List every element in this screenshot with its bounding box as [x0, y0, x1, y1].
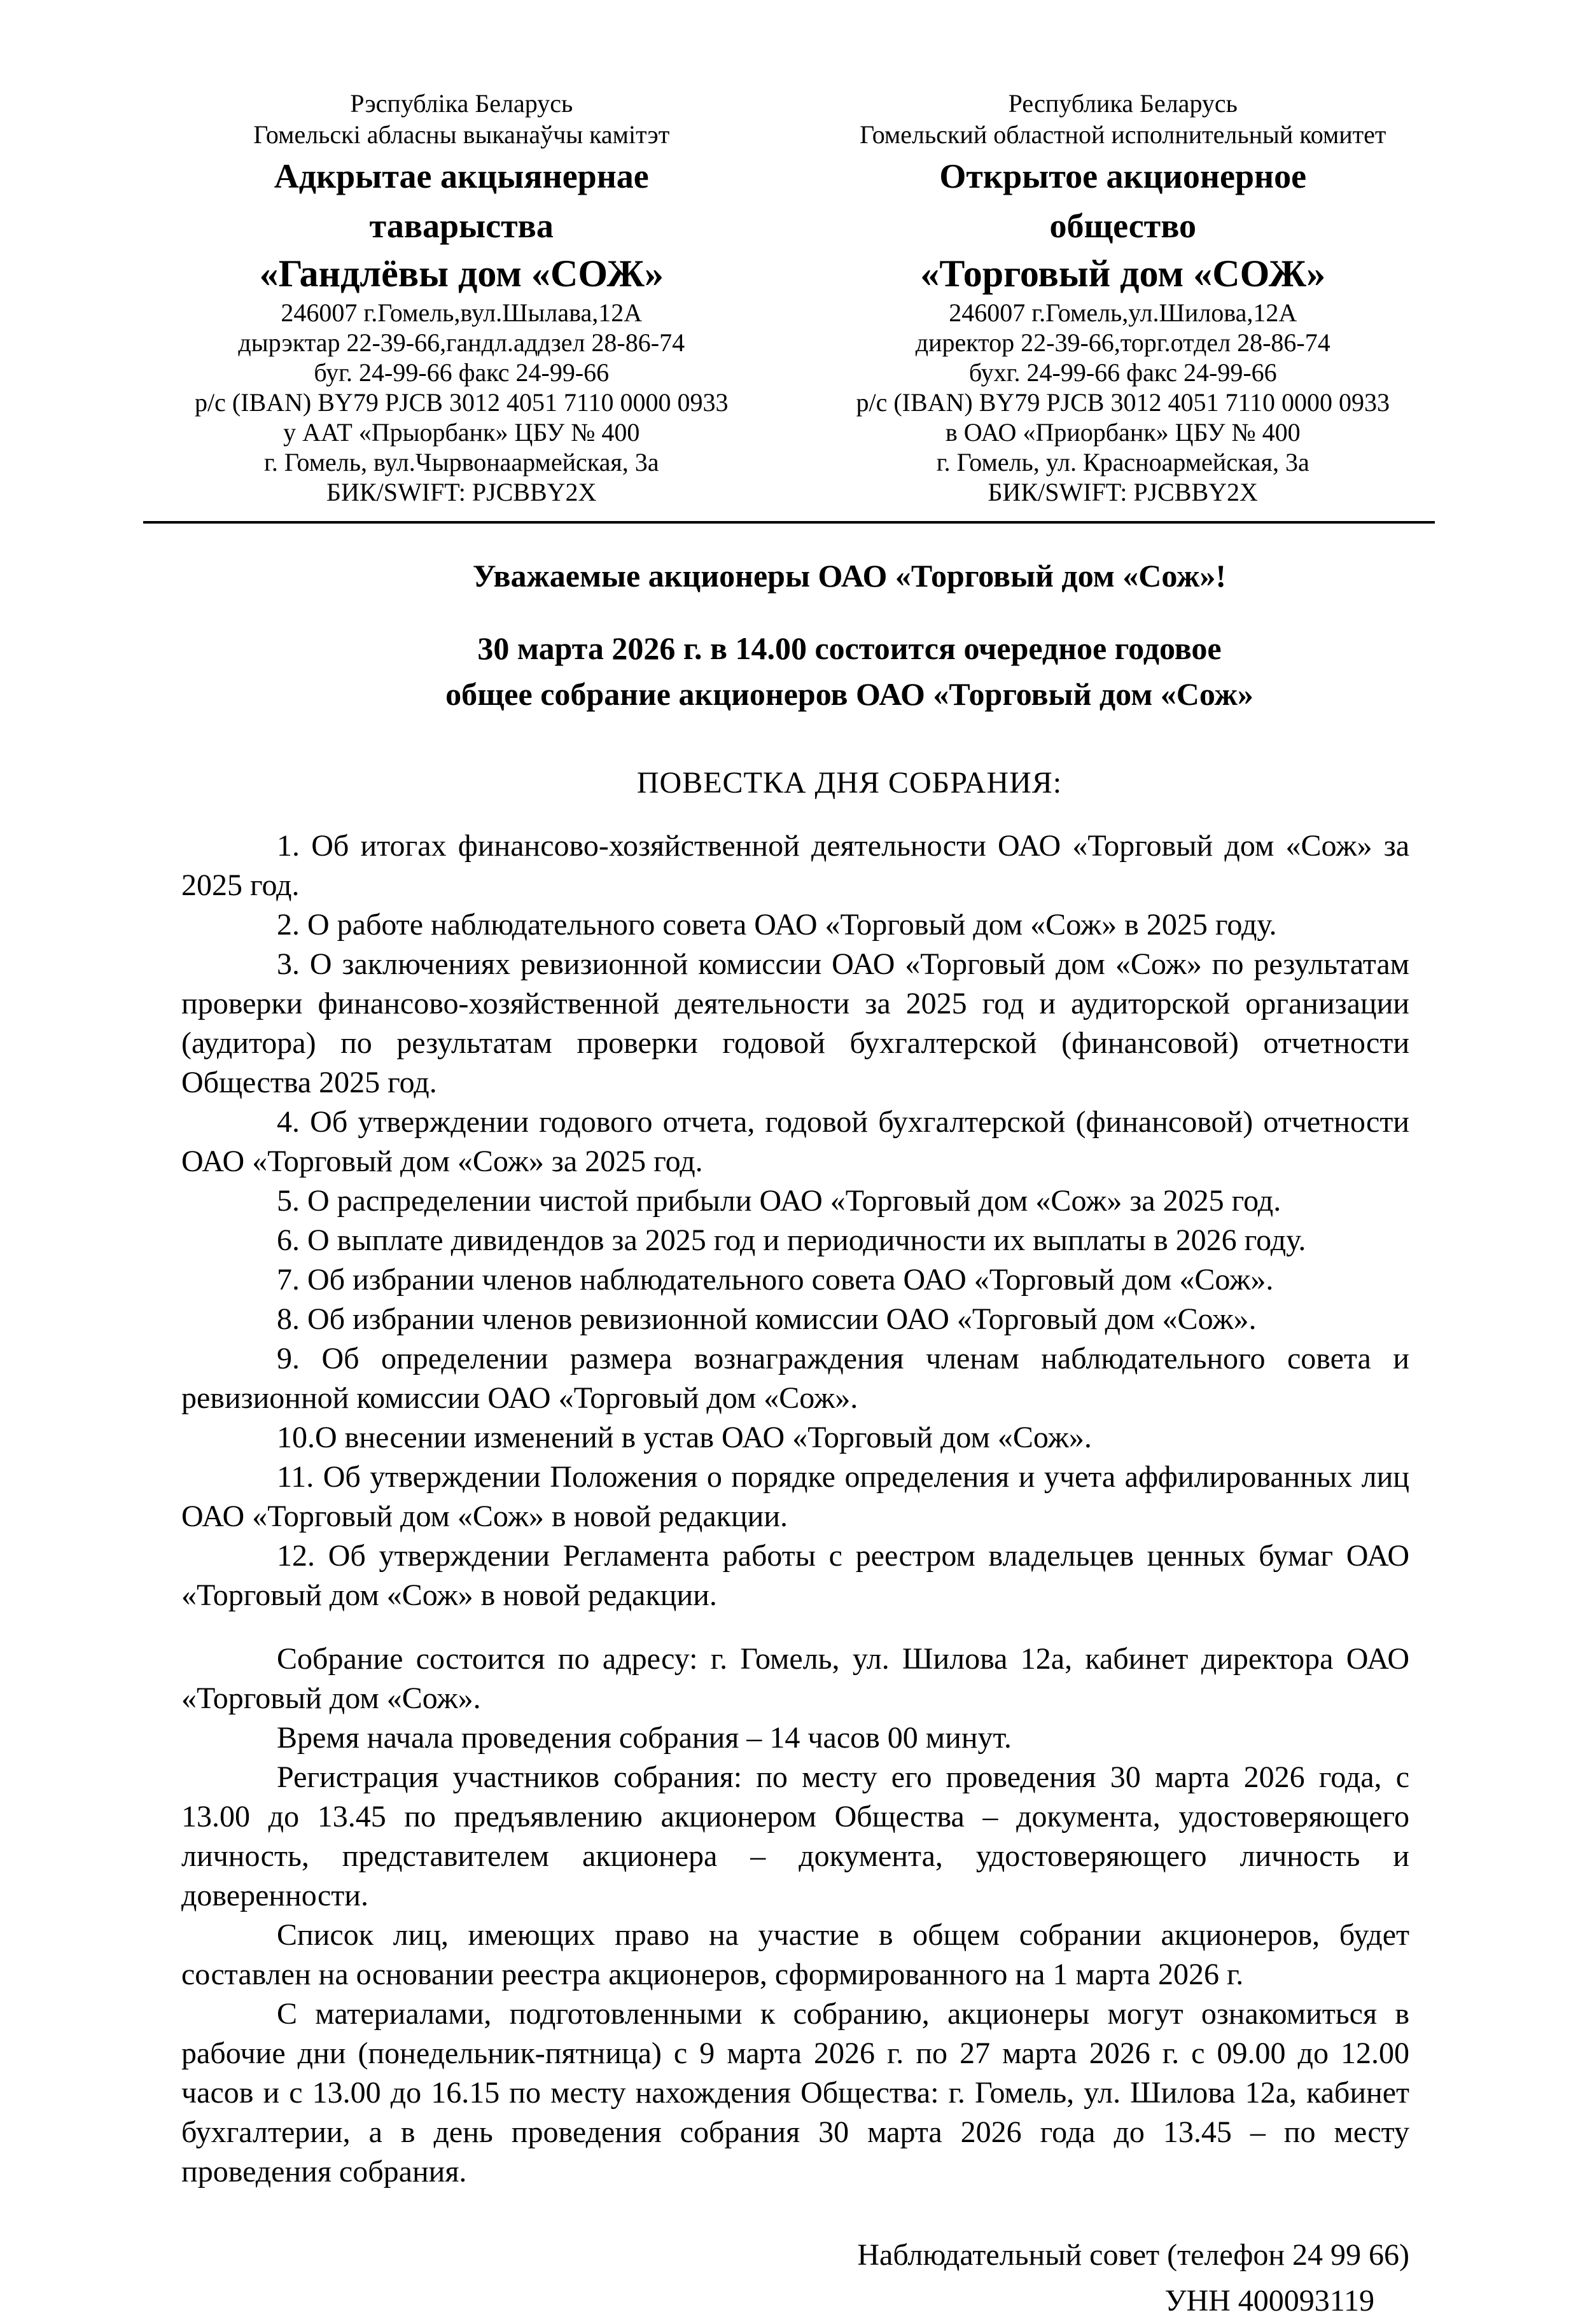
agenda-item-11: 11. Об утверждении Положения о порядке определения и учета аффилированных лиц ОАО «Торговый дом «Сож» в новой редакции. [181, 1460, 1409, 1533]
agenda-item-4: 4. Об утверждении годового отчета, годовой бухгалтерской (финансовой) отчетности ОАО «Торговый дом «Сож» за 2025 год. [181, 1105, 1409, 1178]
org-name-ru-line1: Открытое акционерное [939, 157, 1307, 195]
agenda-item-6: 6. О выплате дивидендов за 2025 год и периодичности их выплаты в 2026 году. [277, 1223, 1306, 1257]
bank-address-by-line: г. Гомель, вул.Чырвонаармейская, 3а [264, 448, 659, 477]
swift-ru-line: БИК/SWIFT: PJCBBY2X [988, 478, 1258, 506]
agenda-item-5: 5. О распределении чистой прибыли ОАО «Торговый дом «Сож» за 2025 год. [277, 1184, 1281, 1218]
agenda-item-10: 10.О внесении изменений в устав ОАО «Торговый дом «Сож». [277, 1421, 1092, 1454]
address-ru-line: 246007 г.Гомель,ул.Шилова,12А [949, 298, 1297, 327]
agenda-item-2: 2. О работе наблюдательного совета ОАО «Торговый дом «Сож» в 2025 году. [277, 908, 1277, 942]
salutation-line: Уважаемые акционеры ОАО «Торговый дом «Сож»! [472, 558, 1227, 594]
bank-by-line: у ААТ «Прыорбанк» ЦБУ № 400 [283, 418, 640, 447]
bank-address-ru-line: г. Гомель, ул. Красноармейская, 3а [936, 448, 1309, 477]
venue-paragraph: Собрание состоится по адресу: г. Гомель, ул. Шилова 12а, кабинет директора ОАО «Торговый дом «Сож». [181, 1642, 1409, 1715]
org-name-by-line1: Адкрытае акцыянернае [274, 157, 649, 195]
phones-by-line: дырэктар 22-39-66,гандл.аддзел 28-86-74 [238, 328, 685, 357]
letter-body [181, 1639, 1409, 2192]
committee-line-by: Гомельскі абласны выканаўчы камітэт [253, 120, 670, 149]
org-name-by-line2: таварыства [369, 207, 554, 245]
agenda-item-7: 7. Об избрании членов наблюдательного совета ОАО «Торговый дом «Сож». [277, 1263, 1274, 1297]
horizontal-divider [143, 521, 1435, 524]
committee-line-ru: Гомельский областной исполнительный комитет [860, 120, 1386, 149]
fax-ru-line: бухг. 24-99-66 факс 24-99-66 [968, 358, 1277, 387]
swift-by-line: БИК/SWIFT: PJCBBY2X [326, 478, 597, 506]
agenda-item-1: 1. Об итогах финансово-хозяйственной деятельности ОАО «Торговый дом «Сож» за 2025 год. [181, 829, 1409, 902]
org-name-ru-line3: «Торговый дом «СОЖ» [920, 253, 1326, 295]
org-name-by-line3: «Гандлёвы дом «СОЖ» [259, 253, 664, 295]
signature-block [181, 2232, 1409, 2324]
letterhead-belarusian-column [162, 88, 761, 507]
agenda-list [181, 826, 1409, 1615]
announcement-line-1: 30 марта 2026 г. в 14.00 состоится очередное годовое [477, 630, 1222, 666]
shareholder-list-paragraph: Список лиц, имеющих право на участие в общем собрании акционеров, будет составлен на основании реестра акционеров, сформированного на 1 марта 2026 г. [181, 1918, 1409, 1991]
signature-line: Наблюдательный совет (телефон 24 99 66) [857, 2238, 1409, 2272]
start-time-paragraph: Время начала проведения собрания – 14 часов 00 минут. [277, 1721, 1012, 1755]
country-line-ru: Республика Беларусь [1008, 89, 1238, 118]
iban-ru-line: р/с (IBAN) BY79 PJCB 3012 4051 7110 0000 0933 [856, 388, 1390, 417]
address-by-line: 246007 г.Гомель,вул.Шылава,12А [281, 298, 643, 327]
fax-by-line: буг. 24-99-66 факс 24-99-66 [314, 358, 610, 387]
phones-ru-line: директор 22-39-66,торг.отдел 28-86-74 [915, 328, 1330, 357]
iban-by-line: р/с (IBAN) BY79 PJCB 3012 4051 7110 0000 0933 [194, 388, 729, 417]
bank-ru-line: в ОАО «Приорбанк» ЦБУ № 400 [945, 418, 1301, 447]
materials-paragraph: С материалами, подготовленными к собранию, акционеры могут ознакомиться в рабочие дни (понедельник-пятница) с 9 марта 2026 г. по 27 марта 2026 г. с 09.00 до 12.00 часов и с 13.00 до 16.15 по месту нахождения Общества: г. Гомель, ул. Шилова 12а, кабинет бухгалтерии, а в день проведения собрания 30 марта 2026 года до 13.45 – по месту проведения собрания. [181, 1997, 1409, 2188]
country-line-by: Рэспубліка Беларусь [350, 89, 573, 118]
agenda-item-12: 12. Об утверждении Регламента работы с реестром владельцев ценных бумаг ОАО «Торговый дом «Сож» в новой редакции. [181, 1539, 1409, 1612]
agenda-heading: ПОВЕСТКА ДНЯ СОБРАНИЯ: [636, 766, 1063, 800]
agenda-item-3: 3. О заключениях ревизионной комиссии ОАО «Торговый дом «Сож» по результатам проверки финансово-хозяйственной деятельности за 2025 год и аудиторской организации (аудитора) по результатам проверки годовой бухгалтерской (финансовой) отчетности Общества 2025 год. [181, 947, 1409, 1099]
agenda-item-8: 8. Об избрании членов ревизионной комиссии ОАО «Торговый дом «Сож». [277, 1302, 1257, 1336]
meeting-announcement [0, 625, 1578, 717]
letterhead-russian-column [824, 88, 1423, 507]
registration-paragraph: Регистрация участников собрания: по месту его проведения 30 марта 2026 года, с 13.00 до 13.45 по предъявлению акционером Общества – документа, удостоверяющего личность, представителем акционера – документа, удостоверяющего личность и доверенности. [181, 1760, 1409, 1912]
unn-line: УНН 400093119 [1164, 2284, 1374, 2318]
org-name-ru-line2: общество [1049, 207, 1196, 245]
announcement-line-2: общее собрание акционеров ОАО «Торговый дом «Сож» [445, 676, 1253, 712]
letterhead [0, 0, 1578, 507]
agenda-item-9: 9. Об определении размера вознаграждения членам наблюдательного совета и ревизионной комиссии ОАО «Торговый дом «Сож». [181, 1342, 1409, 1415]
